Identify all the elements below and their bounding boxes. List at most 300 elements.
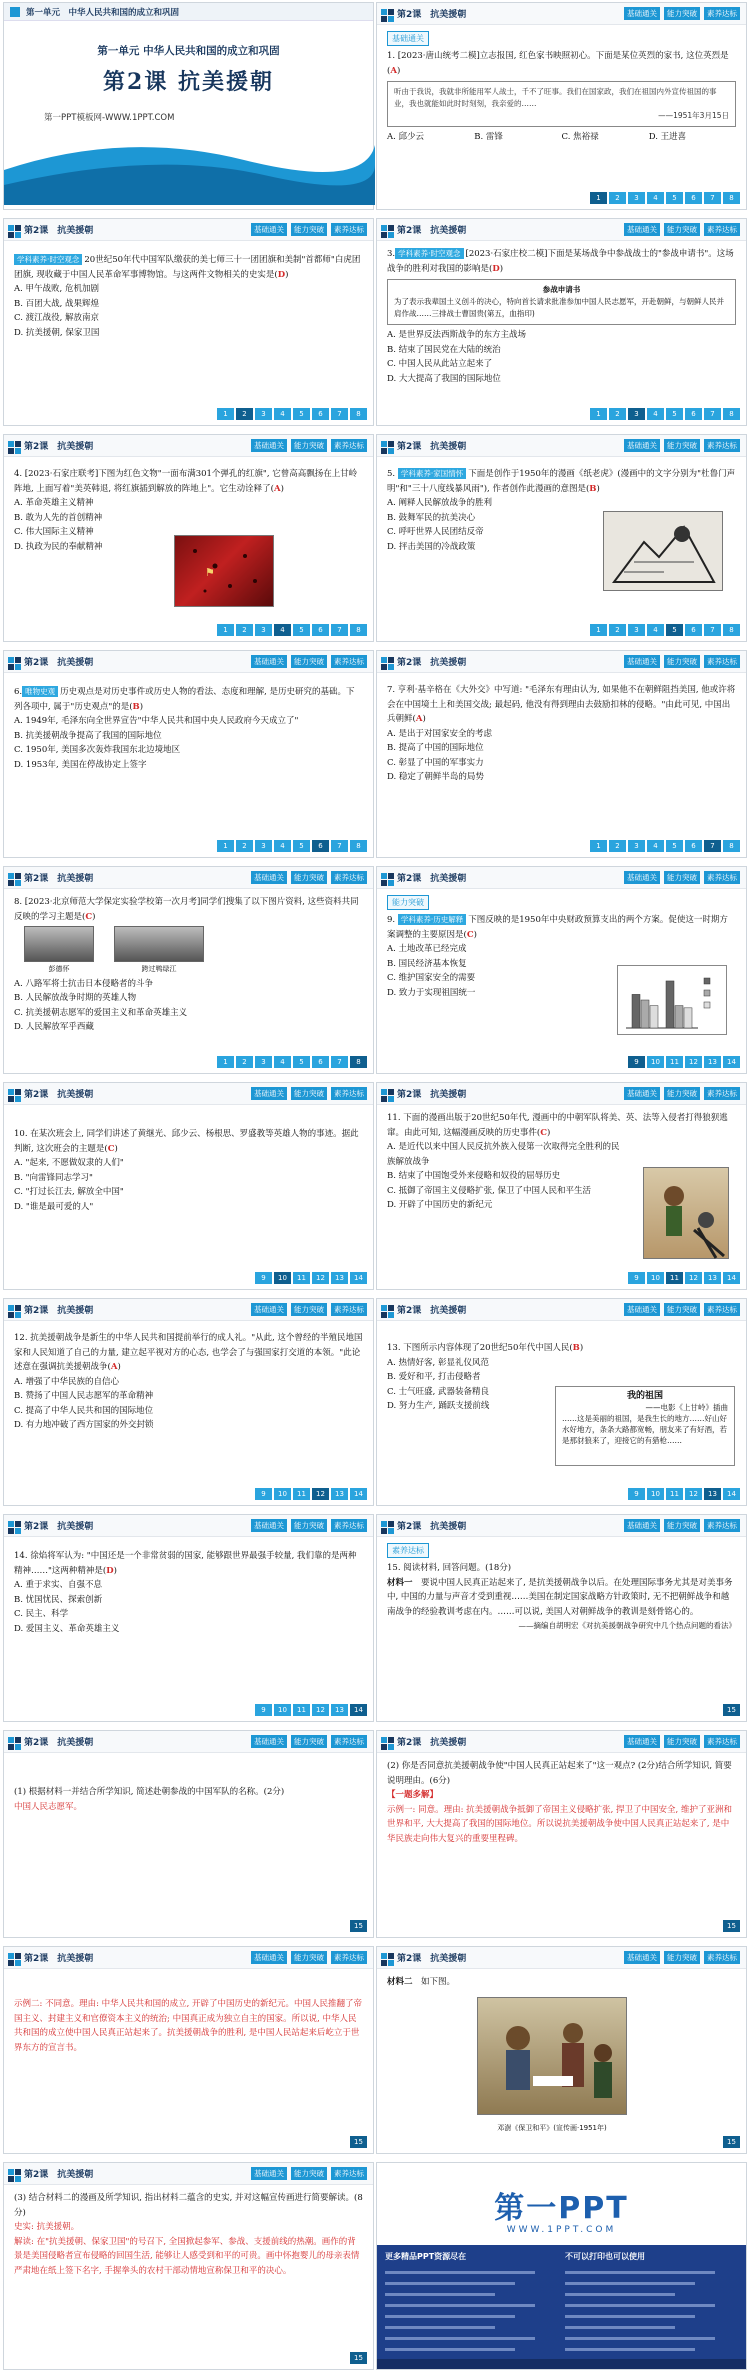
option-A[interactable]: A. 甲午战败, 危机加剧 [14, 284, 99, 294]
page-button-7[interactable]: 7 [331, 1056, 348, 1068]
option-B[interactable]: B. 百团大战, 战果辉煌 [14, 298, 100, 309]
tab-basic[interactable]: 基础通关 [251, 1951, 287, 1964]
page-button-5[interactable]: 5 [293, 624, 310, 636]
bar-1-0 [666, 981, 674, 1028]
page-button-5[interactable]: 5 [666, 840, 683, 852]
tab-ability[interactable]: 能力突破 [291, 2167, 327, 2180]
slide-header [4, 1515, 373, 1537]
link-line[interactable] [565, 2271, 715, 2274]
lesson-title: 第2课 抗美援朝 [24, 1306, 94, 1316]
brand-url[interactable]: WWW.1PPT.COM [506, 2225, 617, 2235]
page-button-12[interactable]: 12 [685, 1056, 702, 1068]
page-button-2[interactable]: 2 [609, 840, 626, 852]
page-button-11[interactable]: 11 [666, 1272, 683, 1284]
bar-1-1 [675, 1006, 683, 1028]
tab-basic[interactable]: 基础通关 [251, 1303, 287, 1316]
option-B[interactable]: B. 结束了中国饱受外来侵略和奴役的屈辱历史 [387, 1171, 561, 1181]
answer: C [85, 911, 93, 922]
lesson-title: 第2课 抗美援朝 [24, 226, 94, 236]
option-C[interactable]: C. 士气旺盛, 武器装备精良 [387, 1386, 490, 1397]
option-B[interactable]: B. 鼓舞军民的抗美决心 [387, 512, 476, 523]
tab-basic[interactable]: 基础通关 [624, 1951, 660, 1964]
page-nav [628, 1056, 740, 1068]
stem-close: ) [285, 269, 289, 280]
page-button-4[interactable]: 4 [647, 624, 664, 636]
page-button-7[interactable]: 7 [331, 408, 348, 420]
page-button-4[interactable]: 4 [274, 1056, 291, 1068]
page-button-1[interactable]: 1 [590, 408, 607, 420]
option-A[interactable]: A. 是近代以来中国人民反抗外族入侵第一次取得完全胜利的民族解放战争 [387, 1142, 620, 1167]
slide-q13 [376, 1298, 747, 1506]
page-button-2[interactable]: 2 [236, 840, 253, 852]
options [387, 496, 587, 554]
page-button-10[interactable]: 10 [647, 1488, 664, 1500]
slide-header [4, 219, 373, 241]
page-button-1[interactable]: 1 [217, 1056, 234, 1068]
tab-basic[interactable]: 基础通关 [251, 2167, 287, 2180]
option-B[interactable]: B. 抗美援朝战争提高了我国的国际地位 [14, 730, 162, 741]
tab-ability[interactable]: 能力突破 [664, 1519, 700, 1532]
link-line[interactable] [385, 2326, 495, 2329]
link-line[interactable] [385, 2293, 495, 2296]
option-D[interactable]: D. 开辟了中国历史的新纪元 [387, 1200, 493, 1210]
tab-ability[interactable]: 能力突破 [664, 1951, 700, 1964]
slide-q3 [376, 218, 747, 426]
option-A[interactable]: A. 八路军将士抗击日本侵略者的斗争 [14, 978, 154, 989]
page-button-7[interactable]: 7 [704, 840, 721, 852]
page-button-6[interactable]: 6 [312, 840, 329, 852]
slide-header [377, 219, 746, 241]
page-button-13[interactable]: 13 [331, 1488, 348, 1500]
option-D[interactable]: D. 人民解放军乎西藏 [14, 1022, 94, 1032]
page-button-11[interactable]: 11 [293, 1272, 310, 1284]
tab-ability[interactable]: 能力突破 [664, 1303, 700, 1316]
tab-ability[interactable]: 能力突破 [291, 1951, 327, 1964]
option-A[interactable]: A. 是世界反法西斯战争的东方主战场 [387, 330, 527, 340]
link-line[interactable] [385, 2348, 515, 2351]
tab-literacy[interactable]: 素养达标 [704, 7, 740, 20]
option-D[interactable]: D. 努力生产, 踊跃支援前线 [387, 1401, 490, 1411]
page-button-11[interactable]: 11 [293, 1704, 310, 1716]
tab-basic[interactable]: 基础通关 [251, 1087, 287, 1100]
option-C[interactable]: C. 维护国家安全的需要 [387, 973, 476, 983]
page-button-12[interactable]: 12 [312, 1704, 329, 1716]
option-D[interactable]: D. 抨击美国的冷战政策 [387, 541, 476, 552]
page-button-2[interactable]: 2 [236, 1056, 253, 1068]
page-button-3[interactable]: 3 [255, 1056, 272, 1068]
page-nav [255, 1272, 367, 1284]
link-line[interactable] [565, 2304, 715, 2307]
unit-title: 第一单元 中华人民共和国的成立和巩固 [97, 45, 280, 57]
page-button-15[interactable]: 15 [350, 1920, 367, 1932]
link-line[interactable] [385, 2337, 535, 2340]
material-label: 材料一 [387, 1577, 413, 1588]
page-button-8[interactable]: 8 [350, 840, 367, 852]
tab-literacy[interactable]: 素养达标 [331, 1951, 367, 1964]
option-C[interactable]: C. 渡江战役, 解放南京 [14, 313, 100, 323]
tab-basic[interactable]: 基础通关 [251, 871, 287, 884]
legend-swatch-0 [704, 978, 710, 984]
stem-close: ) [139, 701, 144, 712]
page-button-1[interactable]: 1 [590, 192, 607, 204]
question-stem: 5. 学科素养·家国情怀 下面是创作于1950年的漫画《纸老虎》(漫画中的文字分别为"杜鲁门声明"和"三十八度线暴风雨"), 作者创作此漫画的意图是(B) [387, 469, 736, 494]
tab-literacy[interactable]: 素养达标 [704, 1735, 740, 1748]
tab-literacy[interactable]: 素养达标 [704, 1519, 740, 1532]
page-button-1[interactable]: 1 [217, 624, 234, 636]
page-button-2[interactable]: 2 [236, 408, 253, 420]
page-button-8[interactable]: 8 [350, 1056, 367, 1068]
slide-body [387, 683, 736, 785]
page-button-10[interactable]: 10 [647, 1272, 664, 1284]
page-button-12[interactable]: 12 [312, 1488, 329, 1500]
option-D[interactable]: D. "谁是最可爱的人" [14, 1201, 94, 1212]
page-button-12[interactable]: 12 [685, 1272, 702, 1284]
option-A[interactable]: A. 重于求实、自强不息 [14, 1580, 103, 1590]
slide-q11 [376, 1082, 747, 1290]
tab-literacy[interactable]: 素养达标 [331, 2167, 367, 2180]
page-button-8[interactable]: 8 [723, 840, 740, 852]
page-button-11[interactable]: 11 [666, 1488, 683, 1500]
page-button-8[interactable]: 8 [350, 408, 367, 420]
tab-literacy[interactable]: 素养达标 [704, 439, 740, 452]
tab-ability[interactable]: 能力突破 [291, 1303, 327, 1316]
page-button-12[interactable]: 12 [312, 1272, 329, 1284]
page-button-13[interactable]: 13 [704, 1272, 721, 1284]
option-C[interactable]: C. 提高了中华人民共和国的国际地位 [14, 1405, 154, 1416]
page-button-8[interactable]: 8 [723, 192, 740, 204]
page-button-1[interactable]: 1 [590, 840, 607, 852]
page-button-5[interactable]: 5 [293, 1056, 310, 1068]
page-button-7[interactable]: 7 [704, 192, 721, 204]
slide-q15-part2 [376, 1730, 747, 1938]
section-tabs [251, 1951, 367, 1964]
tab-literacy[interactable]: 素养达标 [331, 1735, 367, 1748]
option-C[interactable]: C. 抵御了帝国主义侵略扩张, 保卫了中国人民和平生活 [387, 1185, 592, 1196]
page-button-15[interactable]: 15 [723, 1704, 740, 1716]
tab-ability[interactable]: 能力突破 [664, 871, 700, 884]
tab-ability[interactable]: 能力突破 [664, 1087, 700, 1100]
question-stem [14, 253, 363, 282]
page-button-5[interactable]: 5 [666, 624, 683, 636]
option-D[interactable]: D. 大大提高了我国的国际地位 [387, 373, 501, 384]
lesson-title: 第2课 抗美援朝 [397, 1954, 467, 1964]
page-nav [255, 1704, 367, 1716]
stem-close: ) [596, 483, 600, 494]
tab-basic[interactable]: 基础通关 [251, 223, 287, 236]
tab-ability[interactable]: 能力突破 [291, 1735, 327, 1748]
lesson-mark-icon [8, 1303, 21, 1316]
page-button-1[interactable]: 1 [217, 840, 234, 852]
page-button-10[interactable]: 10 [274, 1704, 291, 1716]
question-stem [14, 1127, 363, 1156]
option-C[interactable]: C. 呼吁世界人民团结反帝 [387, 527, 484, 537]
option-A[interactable]: A. 邱少云 [387, 132, 425, 142]
options [387, 130, 736, 145]
peng-dehuai-photo-frame [24, 926, 94, 977]
tab-literacy[interactable]: 素养达标 [331, 439, 367, 452]
option-A[interactable]: A. 增强了中华民族的自信心 [14, 1376, 120, 1387]
lesson-title: 第2课 抗美援朝 [24, 1522, 94, 1532]
tab-basic[interactable]: 基础通关 [624, 223, 660, 236]
page-button-14[interactable]: 14 [723, 1272, 740, 1284]
slide-q5 [376, 434, 747, 642]
tab-basic[interactable]: 基础通关 [251, 655, 287, 668]
page-button-3[interactable]: 3 [628, 840, 645, 852]
option-A[interactable]: A. 阐释人民解放战争的胜利 [387, 498, 493, 508]
tab-basic[interactable]: 基础通关 [624, 871, 660, 884]
page-button-13[interactable]: 13 [704, 1488, 721, 1500]
page-button-1[interactable]: 1 [590, 624, 607, 636]
page-button-3[interactable]: 3 [255, 624, 272, 636]
page-button-14[interactable]: 14 [723, 1488, 740, 1500]
photo-caption: 跨过鸭绿江 [141, 965, 177, 973]
page-button-14[interactable]: 14 [723, 1056, 740, 1068]
link-line[interactable] [565, 2293, 675, 2296]
answer: A [415, 714, 423, 724]
page-button-6[interactable]: 6 [685, 408, 702, 420]
page-nav [590, 192, 740, 204]
tab-ability[interactable]: 能力突破 [291, 439, 327, 452]
page-button-11[interactable]: 11 [293, 1488, 310, 1500]
page-button-6[interactable]: 6 [685, 192, 702, 204]
legend-swatch-2 [704, 1002, 710, 1008]
tab-literacy[interactable]: 素养达标 [331, 655, 367, 668]
tab-literacy[interactable]: 素养达标 [704, 1951, 740, 1964]
page-button-15[interactable]: 15 [723, 1920, 740, 1932]
discipline-tag: 学科素养·时空观念 [395, 248, 463, 259]
option-A[interactable]: A. 是出于对国家安全的考虑 [387, 728, 493, 739]
page-button-13[interactable]: 13 [331, 1272, 348, 1284]
page-button-9[interactable]: 9 [628, 1056, 645, 1068]
option-C[interactable]: C. 民主、科学 [14, 1609, 69, 1619]
option-D[interactable]: D. 致力于实现祖国统一 [387, 987, 476, 998]
tab-basic[interactable]: 基础通关 [624, 439, 660, 452]
page-button-9[interactable]: 9 [255, 1704, 272, 1716]
page-button-13[interactable]: 13 [704, 1056, 721, 1068]
option-D[interactable]: D. 抗美援朝, 保家卫国 [14, 327, 100, 338]
bullet-hole-flag-photo [174, 535, 274, 607]
tab-ability[interactable]: 能力突破 [664, 7, 700, 20]
link-line[interactable] [565, 2348, 695, 2351]
tab-literacy[interactable]: 素养达标 [331, 871, 367, 884]
tab-basic[interactable]: 基础通关 [251, 1735, 287, 1748]
tab-basic[interactable]: 基础通关 [624, 655, 660, 668]
option-D[interactable]: D. 爱国主义、革命英雄主义 [14, 1623, 120, 1634]
link-line[interactable] [385, 2271, 535, 2274]
page-button-7[interactable]: 7 [704, 408, 721, 420]
option-D[interactable]: D. 王进喜 [648, 132, 687, 142]
answer-history: 史实: 抗美援朝。 [14, 2222, 80, 2232]
tab-literacy[interactable]: 素养达标 [704, 871, 740, 884]
tab-literacy[interactable]: 素养达标 [331, 1087, 367, 1100]
tab-basic[interactable]: 基础通关 [624, 1087, 660, 1100]
option-C[interactable]: C. 伟大国际主义精神 [14, 527, 94, 537]
page-button-4[interactable]: 4 [647, 408, 664, 420]
page-button-14[interactable]: 14 [350, 1272, 367, 1284]
page-button-1[interactable]: 1 [217, 408, 234, 420]
options [14, 1156, 363, 1214]
page-button-3[interactable]: 3 [628, 192, 645, 204]
answer: A [390, 65, 397, 76]
page-button-8[interactable]: 8 [723, 624, 740, 636]
page-button-3[interactable]: 3 [255, 840, 272, 852]
question-stem: 15. 阅读材料, 回答问题。(18分) [387, 1563, 512, 1573]
page-button-2[interactable]: 2 [609, 408, 626, 420]
option-A[interactable]: A. 革命英雄主义精神 [14, 498, 94, 508]
page-button-8[interactable]: 8 [723, 408, 740, 420]
stem-text: [2023·石家庄校二模]下面是某场战争中参战战士的"参战申请书"。这场战争的胜利对我国的影响是( [387, 249, 734, 274]
option-D[interactable]: D. 稳定了朝鲜半岛的局势 [387, 772, 484, 782]
page-button-8[interactable]: 8 [350, 624, 367, 636]
page-button-10[interactable]: 10 [647, 1056, 664, 1068]
page-button-7[interactable]: 7 [331, 840, 348, 852]
tab-ability[interactable]: 能力突破 [664, 439, 700, 452]
page-button-5[interactable]: 5 [293, 408, 310, 420]
link-line[interactable] [385, 2282, 515, 2285]
page-button-14[interactable]: 14 [350, 1488, 367, 1500]
page-button-7[interactable]: 7 [331, 624, 348, 636]
page-button-4[interactable]: 4 [647, 192, 664, 204]
page-button-9[interactable]: 9 [255, 1272, 272, 1284]
page-button-3[interactable]: 3 [255, 408, 272, 420]
lesson-title: 第2课 抗美援朝 [397, 226, 467, 236]
tab-ability[interactable]: 能力突破 [291, 871, 327, 884]
page-button-11[interactable]: 11 [666, 1056, 683, 1068]
page-button-3[interactable]: 3 [628, 408, 645, 420]
page-button-6[interactable]: 6 [312, 624, 329, 636]
tab-literacy[interactable]: 素养达标 [331, 223, 367, 236]
tab-ability[interactable]: 能力突破 [664, 655, 700, 668]
letter-quote [387, 81, 736, 127]
option-A[interactable]: A. 1949年, 毛泽东向全世界宣告"中华人民共和国中央人民政府今天成立了" [14, 716, 299, 726]
page-button-4[interactable]: 4 [274, 624, 291, 636]
application-document [387, 279, 736, 325]
page-button-5[interactable]: 5 [666, 192, 683, 204]
page-button-6[interactable]: 6 [685, 624, 702, 636]
material-source: ——摘编自胡明宏《对抗美援朝战争研究中几个热点问题的看法》 [518, 1621, 736, 1630]
page-button-6[interactable]: 6 [312, 1056, 329, 1068]
link-line[interactable] [565, 2315, 695, 2318]
slide-body [387, 1975, 736, 1990]
tab-literacy[interactable]: 素养达标 [704, 655, 740, 668]
material-text: 如下图。 [421, 1977, 456, 1987]
tab-literacy[interactable]: 素养达标 [704, 223, 740, 236]
option-B[interactable]: B. 结束了国民党在大陆的统治 [387, 344, 501, 355]
option-B[interactable]: B. 忧国忧民、探索创新 [14, 1594, 103, 1605]
tab-basic[interactable]: 基础通关 [624, 1519, 660, 1532]
option-C[interactable]: C. 彰显了中国的军事实力 [387, 757, 484, 768]
page-button-7[interactable]: 7 [704, 624, 721, 636]
link-line[interactable] [385, 2304, 535, 2307]
page-button-5[interactable]: 5 [666, 408, 683, 420]
tab-basic[interactable]: 基础通关 [624, 1303, 660, 1316]
link-line[interactable] [385, 2315, 515, 2318]
option-B[interactable]: B. 提高了中国的国际地位 [387, 743, 484, 753]
option-A[interactable]: A. "起来, 不愿做奴隶的人们" [14, 1158, 124, 1168]
tab-ability[interactable]: 能力突破 [664, 223, 700, 236]
option-B[interactable]: B. 敢为人先的首创精神 [14, 512, 103, 523]
page-button-12[interactable]: 12 [685, 1488, 702, 1500]
option-B[interactable]: B. 雷锋 [474, 132, 503, 142]
tab-ability[interactable]: 能力突破 [291, 1087, 327, 1100]
lesson-mark-icon [381, 1087, 394, 1100]
tab-literacy[interactable]: 素养达标 [331, 1303, 367, 1316]
photos [24, 926, 363, 977]
tab-literacy[interactable]: 素养达标 [331, 1519, 367, 1532]
option-D[interactable]: D. 1953年, 美国在停战协定上签字 [14, 759, 147, 770]
page-button-14[interactable]: 14 [350, 1704, 367, 1716]
option-C[interactable]: C. 焦裕禄 [561, 132, 599, 142]
page-button-9[interactable]: 9 [628, 1272, 645, 1284]
link-line[interactable] [565, 2282, 695, 2285]
page-button-10[interactable]: 10 [274, 1272, 291, 1284]
tab-literacy[interactable]: 素养达标 [704, 1087, 740, 1100]
lesson-title: 第2课 抗美援朝 [397, 1522, 467, 1532]
page-button-9[interactable]: 9 [255, 1488, 272, 1500]
page-button-2[interactable]: 2 [609, 624, 626, 636]
option-B[interactable]: B. 国民经济基本恢复 [387, 958, 467, 969]
page-button-2[interactable]: 2 [609, 192, 626, 204]
page-button-3[interactable]: 3 [628, 624, 645, 636]
link-line[interactable] [565, 2326, 675, 2329]
option-C[interactable]: C. 中国人民从此站立起来了 [387, 359, 493, 369]
page-nav [217, 840, 367, 852]
page-button-15[interactable]: 15 [350, 2136, 367, 2148]
option-D[interactable]: D. 执政为民的奉献精神 [14, 541, 103, 552]
tab-basic[interactable]: 基础通关 [251, 1519, 287, 1532]
tab-basic[interactable]: 基础通关 [251, 439, 287, 452]
material-text: 要说中国人民真正站起来了, 是抗美援朝战争以后。在处理国际事务尤其是对美事务中, 中国的力量与声音才受到重视……美国在制定国家战略方针政策时, 无不把朝鲜战争和越南战争的经验教训考虑在内。……可以说, 美国人对朝鲜战争的教训是刻骨铭心的。 [387, 1577, 733, 1617]
tab-ability[interactable]: 能力突破 [291, 1519, 327, 1532]
page-button-6[interactable]: 6 [312, 408, 329, 420]
page-button-6[interactable]: 6 [685, 840, 702, 852]
page-button-10[interactable]: 10 [274, 1488, 291, 1500]
option-B[interactable]: B. "向雷锋同志学习" [14, 1172, 93, 1183]
tab-ability[interactable]: 能力突破 [291, 223, 327, 236]
question-number: 5 [387, 469, 393, 479]
tab-basic[interactable]: 基础通关 [624, 1735, 660, 1748]
option-C[interactable]: C. 抗美援朝志愿军的爱国主义和革命英雄主义 [14, 1007, 188, 1018]
page-button-2[interactable]: 2 [236, 624, 253, 636]
answer: C [540, 1127, 547, 1138]
tab-basic[interactable]: 基础通关 [624, 7, 660, 20]
page-button-15[interactable]: 15 [723, 2136, 740, 2148]
link-line[interactable] [565, 2337, 715, 2340]
page-button-4[interactable]: 4 [647, 840, 664, 852]
page-button-4[interactable]: 4 [274, 840, 291, 852]
option-A[interactable]: A. 热情好客, 彰显礼仪风范 [387, 1357, 489, 1368]
option-B[interactable]: B. 赞扬了中国人民志愿军的革命精神 [14, 1391, 154, 1401]
option-C[interactable]: C. 1950年, 美国多次轰炸我国东北边境地区 [14, 745, 181, 755]
tab-ability[interactable]: 能力突破 [291, 655, 327, 668]
page-button-13[interactable]: 13 [331, 1704, 348, 1716]
option-B[interactable]: B. 人民解放战争时期的英雄人物 [14, 993, 137, 1003]
stem-text: 历史观点是对历史事件或历史人物的看法、态度和理解, 是历史研究的基础。下列各项中, 属于"历史观点"的是( [14, 687, 355, 712]
page-button-15[interactable]: 15 [350, 2352, 367, 2364]
page-button-4[interactable]: 4 [274, 408, 291, 420]
slide-q7 [376, 650, 747, 858]
slide-q15-part3 [3, 2162, 374, 2370]
slide-header [4, 1299, 373, 1321]
page-button-5[interactable]: 5 [293, 840, 310, 852]
tab-literacy[interactable]: 素养达标 [704, 1303, 740, 1316]
option-A[interactable]: A. 土地改革已经完成 [387, 944, 467, 954]
option-B[interactable]: B. 爱好和平, 打击侵略者 [387, 1372, 481, 1382]
option-D[interactable]: D. 有力地冲破了西方国家的外交封锁 [14, 1420, 154, 1430]
tab-ability[interactable]: 能力突破 [664, 1735, 700, 1748]
page-button-9[interactable]: 9 [628, 1488, 645, 1500]
option-C[interactable]: C. "打过长江去, 解放全中国" [14, 1187, 124, 1197]
